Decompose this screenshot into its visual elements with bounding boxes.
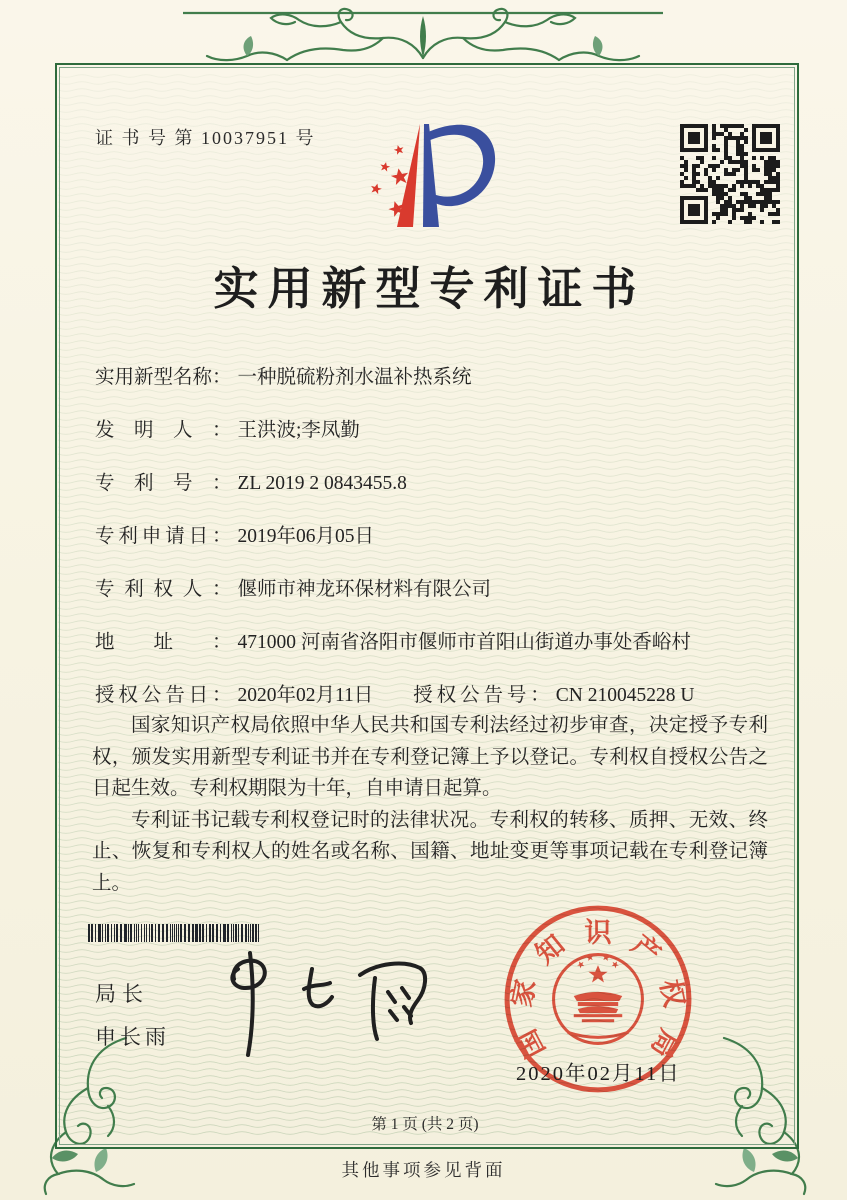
certificate-number: 证 书 号 第 10037951 号	[95, 128, 316, 148]
cnipa-logo	[338, 110, 508, 242]
svg-text:局: 局	[645, 1024, 685, 1063]
field-value: 2019年06月05日	[237, 526, 375, 547]
barcode	[88, 924, 264, 942]
commissioner-title: 局长	[95, 982, 149, 1006]
commissioner-block	[95, 983, 170, 1048]
qr-code	[678, 122, 782, 226]
top-ornament	[183, 4, 663, 64]
field-label: 专利申请日：	[95, 526, 232, 547]
page-number: 第 1 页 (共 2 页)	[371, 1116, 479, 1133]
field-patent-no	[95, 472, 785, 495]
commissioner-signature	[212, 945, 452, 1060]
svg-text:产: 产	[625, 929, 667, 970]
field-filing-date	[95, 525, 785, 548]
field-value: 471000 河南省洛阳市偃师市首阳山街道办事处香峪村	[237, 632, 691, 653]
field-label: 发明人：	[95, 420, 232, 441]
field-name	[95, 366, 785, 389]
svg-text:家: 家	[506, 976, 542, 1010]
field-value: 2020年02月11日	[237, 685, 374, 706]
back-side-note: 其他事项参见背面	[341, 1160, 506, 1180]
svg-text:识: 识	[584, 917, 612, 948]
seal-ring-text	[506, 917, 689, 1062]
legal-paragraph-2: 专利证书记载专利权登记时的法律状况。专利权的转移、质押、无效、终止、恢复和专利权人的姓名或名称、国籍、地址变更等事项记载在专利登记簿上。	[92, 809, 768, 894]
field-value: 偃师市神龙环保材料有限公司	[237, 579, 492, 600]
svg-text:国: 国	[511, 1024, 551, 1063]
field-label: 专利号：	[95, 473, 232, 494]
field-label: 实用新型名称：	[95, 367, 232, 388]
field-address	[95, 631, 785, 654]
field-rows	[95, 366, 785, 707]
field-inventor	[95, 419, 785, 442]
legal-text	[92, 710, 768, 899]
grant-no-label: 授权公告号：	[413, 685, 550, 706]
field-label: 地址：	[95, 632, 232, 653]
field-value: 一种脱硫粉剂水温补热系统	[237, 367, 472, 388]
field-label: 授权公告日：	[95, 685, 232, 706]
seal-emblem-icon	[554, 953, 643, 1043]
field-patentee	[95, 578, 785, 601]
field-value: ZL 2019 2 0843455.8	[237, 473, 407, 494]
grant-no-value: CN 210045228 U	[555, 685, 695, 706]
seal-date: 2020年02月11日	[516, 1063, 681, 1085]
svg-text:权: 权	[654, 976, 690, 1010]
commissioner-name: 申长雨	[95, 1025, 170, 1049]
logo-p-bowl-icon	[426, 125, 495, 206]
field-label: 专利权人：	[95, 579, 232, 600]
field-grant-date-and-no	[95, 684, 785, 707]
field-value: 王洪波;李凤勤	[237, 420, 360, 441]
certificate-title: 实用新型专利证书	[213, 264, 646, 314]
legal-paragraph-1: 国家知识产权局依照中华人民共和国专利法经过初步审查，决定授予专利权，颁发实用新型专利证书并在专利登记簿上予以登记。专利权自授权公告之日起生效。专利权期限为十年，自申请日起算。	[92, 715, 768, 799]
svg-text:知: 知	[529, 929, 571, 970]
